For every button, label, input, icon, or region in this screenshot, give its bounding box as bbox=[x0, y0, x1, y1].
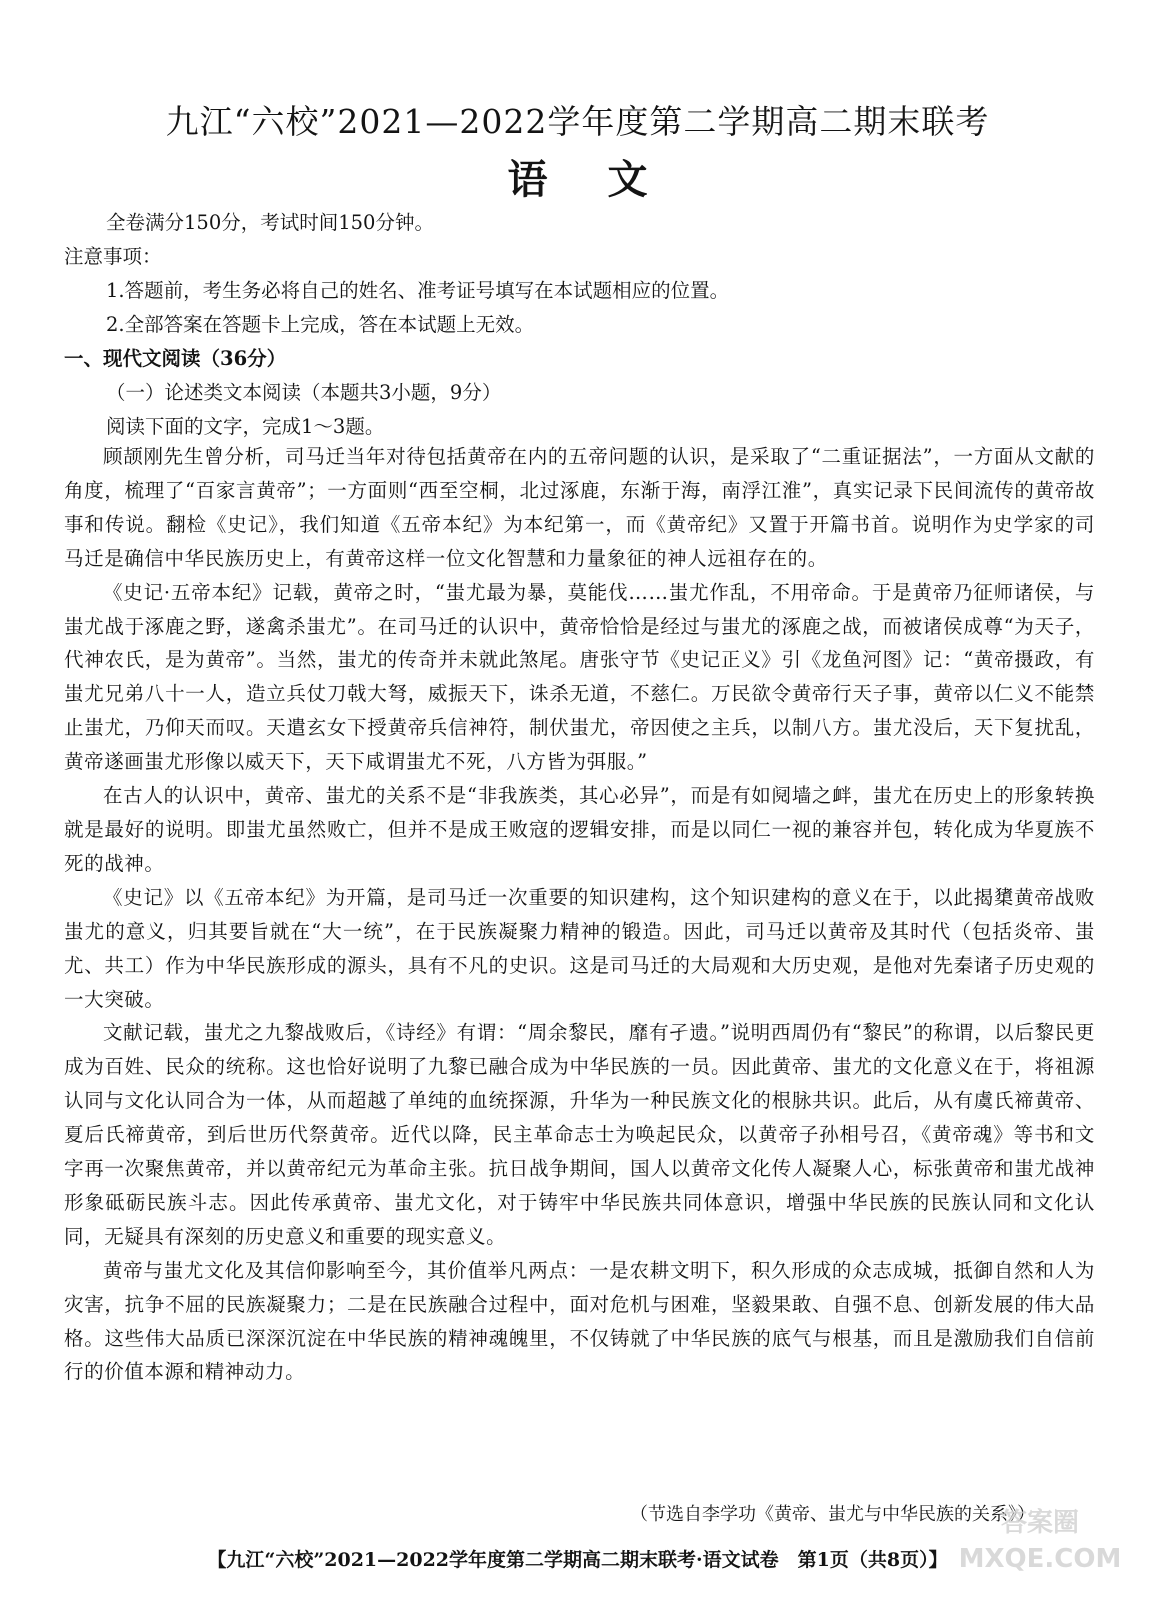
score-line: 全卷满分150分，考试时间150分钟。 bbox=[106, 211, 434, 234]
section-heading: 一、现代文阅读（36分） bbox=[64, 347, 287, 370]
passage-paragraph: 顾颉刚先生曾分析，司马迁当年对待包括黄帝在内的五帝问题的认识，是采取了“二重证据法”，一方面从文献的角度，梳理了“百家言黄帝”；一方面则“西至空桐，北过涿鹿，东渐于海，南浮江淮”，真实记录下民间流传的黄帝故事和传说。翻检《史记》，我们知道《五帝本纪》为本纪第一，而《黄帝纪》又置于开篇书首。说明作为史学家的司马迁是确信中华民族历史上，有黄帝这样一位文化智慧和力量象征的神人远祖存在的。 bbox=[64, 445, 1095, 570]
passage-source: （节选自李学功《黄帝、蚩尤与中华民族的关系》） bbox=[630, 1504, 1035, 1525]
passage-paragraph: 《史记·五帝本纪》记载，黄帝之时，“蚩尤最为暴，莫能伐……蚩尤作乱，不用帝命。于是黄帝乃征师诸侯，与蚩尤战于涿鹿之野，遂禽杀蚩尤”。在司马迁的认识中，黄帝恰恰是经过与蚩尤的涿鹿之战，而被诸侯成尊“为天子，代神农氏，是为黄帝”。当然，蚩尤的传奇并未就此煞尾。唐张守节《史记正义》引《龙鱼河图》记：“黄帝摄政，有蚩尤兄弟八十一人，造立兵仗刀戟大弩，威振天下，诛杀无道，不慈仁。万民欲令黄帝行天子事，黄帝以仁义不能禁止蚩尤，乃仰天而叹。天遣玄女下授黄帝兵信神符，制伏蚩尤，帝因使之主兵，以制八方。蚩尤没后，天下复扰乱，黄帝遂画蚩尤形像以威天下，天下咸谓蚩尤不死，八方皆为弭服。” bbox=[64, 580, 1095, 774]
subsection-heading: （一）论述类文本阅读（本题共3小题，9分） bbox=[106, 381, 502, 404]
passage-paragraph: 黄帝与蚩尤文化及其信仰影响至今，其价值举凡两点：一是农耕文明下，积久形成的众志成城，抵御自然和人为灾害，抗争不屈的民族凝聚力；二是在民族融合过程中，面对危机与困难，坚毅果敢、自强不息、创新发展的伟大品格。这些伟大品质已深深沉淀在中华民族的精神魂魄里，不仅铸就了中华民族的底气与根基，而且是激励我们自信前行的价值本源和精神动力。 bbox=[64, 1258, 1095, 1384]
page-footer: 【九江“六校”2021—2022学年度第二学期高二期末联考·语文试卷 第1页（共8页）】 bbox=[207, 1549, 948, 1571]
subject-title: 语文 bbox=[507, 156, 708, 203]
exam-title: 九江“六校”2021—2022学年度第二学期高二期末联考 bbox=[165, 102, 990, 141]
passage-paragraph: 在古人的认识中，黄帝、蚩尤的关系不是“非我族类，其心必异”，而是有如阋墙之衅，蚩尤在历史上的形象转换就是最好的说明。即蚩尤虽然败亡，但并不是成王败寇的逻辑安排，而是以同仁一视的兼容并包，转化成为华夏族不死的战神。 bbox=[64, 784, 1095, 875]
passage-paragraph: 文献记载，蚩尤之九黎战败后，《诗经》有谓：“周余黎民，靡有孑遗。”说明西周仍有“黎民”的称谓，以后黎民更成为百姓、民众的统称。这也恰好说明了九黎已融合成为中华民族的一员。因此黄帝、蚩尤的文化意义在于，将祖源认同与文化认同合为一体，从而超越了单纯的血统探源，升华为一种民族文化的根脉共识。此后，从有虞氏禘黄帝、夏后氏禘黄帝，到后世历代祭黄帝。近代以降，民主革命志士为唤起民众，以黄帝子孙相号召，《黄帝魂》等书和文字再一次聚焦黄帝，并以黄帝纪元为革命主张。抗日战争期间，国人以黄帝文化传人凝聚人心，标张黄帝和蚩尤战神形象砥砺民族斗志。因此传承黄帝、蚩尤文化，对于铸牢中华民族共同体意识，增强中华民族的民族认同和文化认同，无疑具有深刻的历史意义和重要的现实意义。 bbox=[64, 1021, 1095, 1248]
passage-paragraph: 《史记》以《五帝本纪》为开篇，是司马迁一次重要的知识建构，这个知识建构的意义在于，以此揭橥黄帝战败蚩尤的意义，归其要旨就在“大一统”，在于民族凝聚力精神的锻造。因此，司马迁以黄帝及其时代（包括炎帝、蚩尤、共工）作为中华民族形成的源头，具有不凡的史识。这是司马迁的大局观和大历史观，是他对先秦诸子历史观的一大突破。 bbox=[64, 885, 1095, 1011]
exam-intro bbox=[64, 206, 1091, 444]
notice-item-1: 1.答题前，考生务必将自己的姓名、准考证号填写在本试题相应的位置。 bbox=[106, 279, 730, 302]
notice-heading: 注意事项： bbox=[64, 245, 162, 268]
notice-item-2: 2.全部答案在答题卡上完成，答在本试题上无效。 bbox=[106, 313, 535, 336]
watermark-logo: 答案圈 MXQE.COM bbox=[958, 1508, 1122, 1574]
reading-instruction: 阅读下面的文字，完成1～3题。 bbox=[106, 415, 385, 438]
reading-passage bbox=[64, 440, 1095, 1389]
